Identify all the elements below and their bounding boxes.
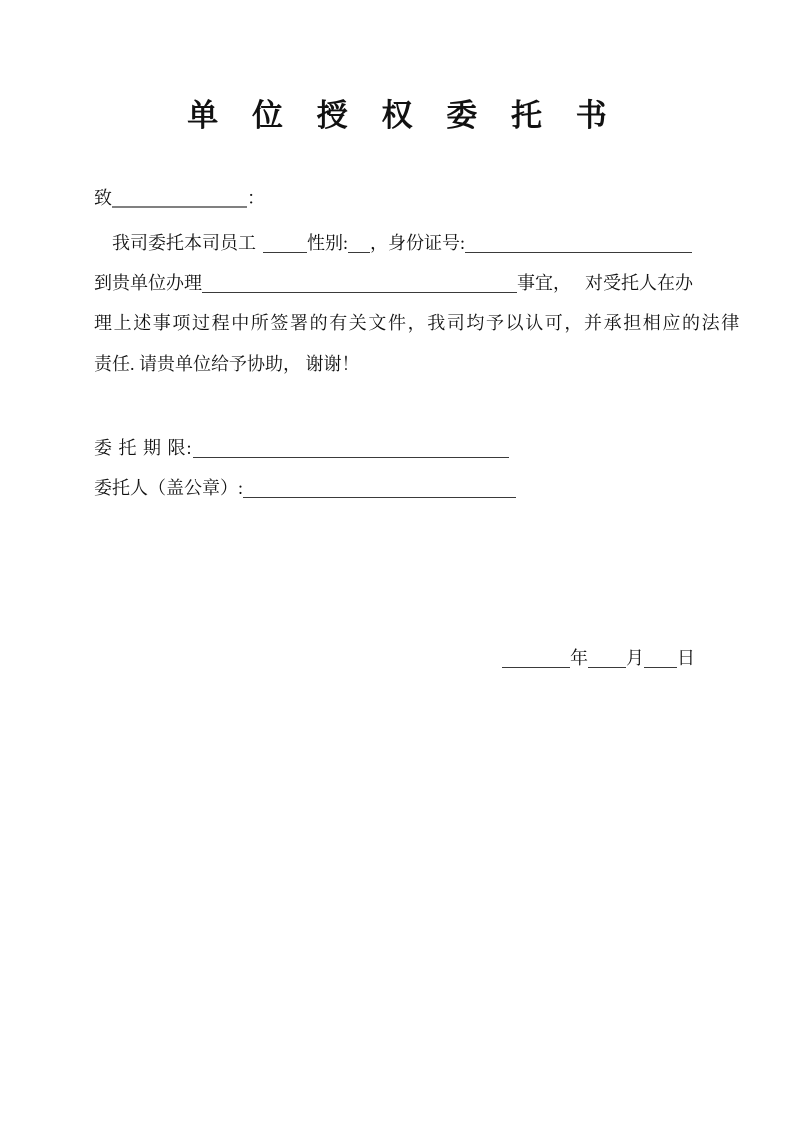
intro-line [112,231,692,255]
id-label: 身份证号: [388,233,466,253]
date-line [502,646,695,670]
body-line-3: 责任. 请贵单位给予协助， 谢谢！ [94,354,360,374]
year-blank [502,649,570,668]
principal-label: 委托人（盖公章）: [94,478,244,498]
matters-blank [202,274,517,293]
salutation-line [94,186,265,210]
principal-seal-blank [243,479,516,498]
body-line-1 [94,271,693,295]
year-label: 年 [570,648,588,668]
period-label: 委 托 期 限: [94,438,193,458]
gender-blank [348,234,370,253]
clause-tail: 对受托人在办 [585,273,693,293]
period-blank [193,439,509,458]
addressee-blank [112,188,247,208]
employee-name-blank [263,234,307,253]
principal-line [94,476,516,500]
period-line [94,436,509,460]
salutation-prefix: 致 [94,188,112,208]
intro-lead: 我司委托本司员工 [112,233,256,253]
id-number-blank [465,234,692,253]
intro-comma: ， [370,233,389,253]
matters-suffix: 事宜， [517,273,571,293]
gender-label: 性别: [307,233,349,253]
day-label: 日 [677,648,695,668]
body-line-2: 理上述事项过程中所签署的有关文件，我司均予以认可，并承担相应的法律 [94,313,741,333]
day-blank [644,649,677,668]
handle-prefix: 到贵单位办理 [94,273,202,293]
document-title: 单 位 授 权 委 托 书 [187,98,620,133]
salutation-colon: ： [247,188,265,208]
month-label: 月 [626,648,644,668]
month-blank [588,649,626,668]
